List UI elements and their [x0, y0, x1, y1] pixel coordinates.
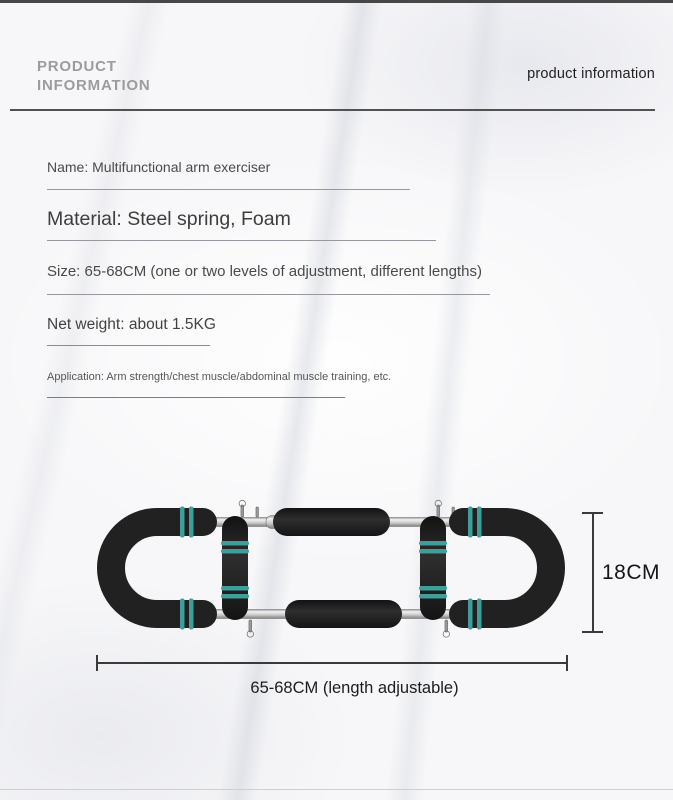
page-title: product information [527, 66, 655, 82]
watermark-line1: PRODUCT [37, 58, 117, 75]
length-dimension-cap-right [566, 655, 568, 671]
center-foam-pads [273, 508, 402, 628]
grip-accent-rings [221, 541, 447, 599]
right-handle-foam [463, 522, 551, 614]
spec-application: Application: Arm strength/chest muscle/abdominal muscle training, etc. [47, 371, 392, 383]
height-dimension-cap-top [582, 512, 603, 514]
height-dimension-label: 18CM [602, 561, 661, 584]
length-dimension-line [96, 662, 567, 664]
top-edge-line [0, 0, 673, 3]
bottom-edge-line [0, 789, 673, 790]
watermark-title [37, 57, 151, 95]
spec-material: Material: Steel spring, Foam [47, 208, 291, 230]
spec-net-weight: Net weight: about 1.5KG [47, 316, 216, 333]
header-divider [10, 109, 655, 111]
height-dimension-cap-bottom [582, 631, 603, 633]
height-dimension-line [592, 512, 594, 632]
length-dimension-label: 65-68CM (length adjustable) [250, 679, 459, 697]
length-dimension-cap-left [96, 655, 98, 671]
spec-name: Name: Multifunctional arm exerciser [47, 159, 271, 175]
spec-size: Size: 65-68CM (one or two levels of adjustment, different lengths) [47, 263, 482, 280]
watermark-line2: INFORMATION [37, 77, 151, 94]
arm-exerciser-image [88, 494, 578, 654]
